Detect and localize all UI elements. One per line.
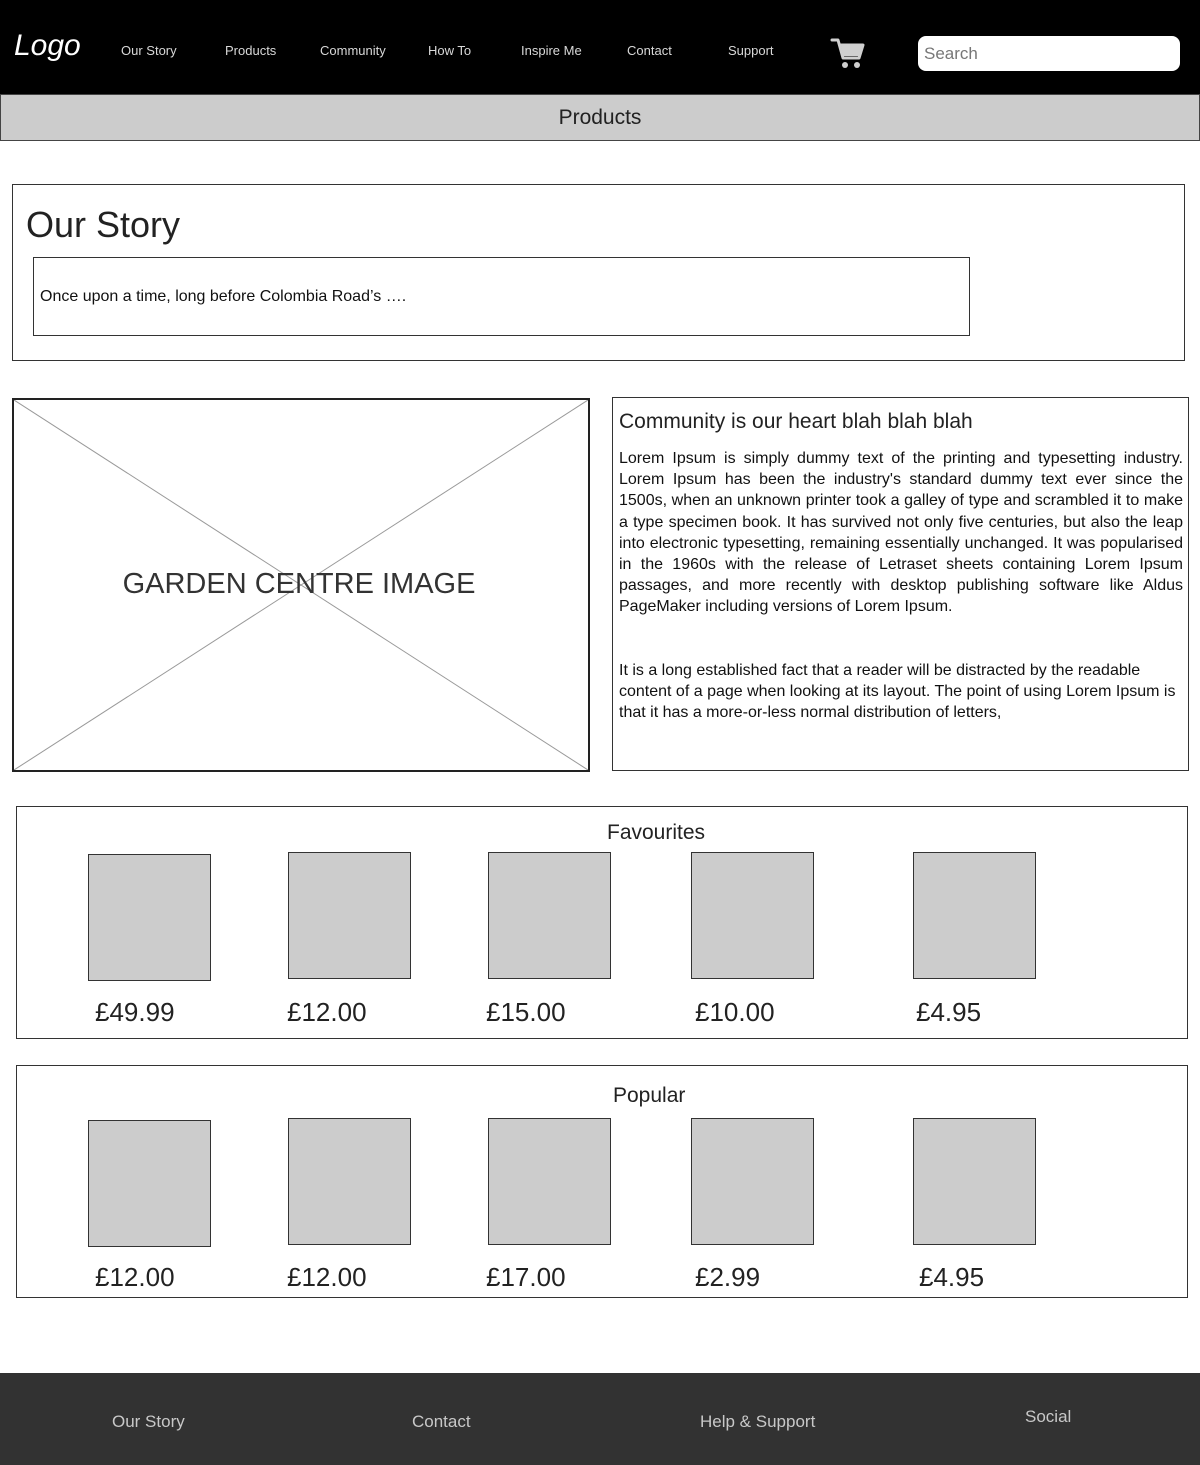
image-placeholder-label: GARDEN CENTRE IMAGE <box>122 568 476 600</box>
product-tile[interactable] <box>288 852 411 979</box>
search-input[interactable] <box>918 36 1180 71</box>
community-paragraph-2: It is a long established fact that a reader will be distracted by the readable content of a page when looking at its layout. The point of using Lorem Ipsum is that it has a more-or-less normal distribution of letters, <box>619 662 1176 722</box>
product-price: £12.00 <box>95 1262 175 1292</box>
product-tile[interactable] <box>488 1118 611 1245</box>
product-price: £15.00 <box>486 997 566 1027</box>
product-price: £12.00 <box>287 1262 367 1292</box>
products-bar[interactable]: Products <box>0 94 1200 141</box>
footer-link-social[interactable]: Social <box>1025 1407 1072 1426</box>
nav-products[interactable]: Products <box>225 43 277 58</box>
favourites-title: Favourites <box>607 821 706 844</box>
product-price: £17.00 <box>486 1262 566 1292</box>
nav-support[interactable]: Support <box>728 43 774 58</box>
our-story-text-box <box>33 257 970 336</box>
our-story-text: Once upon a time, long before Colombia Road’s …. <box>40 288 407 305</box>
product-tile[interactable] <box>288 1118 411 1245</box>
our-story-section <box>12 184 1185 361</box>
footer <box>0 1373 1200 1465</box>
popular-section <box>16 1065 1188 1298</box>
nav-our-story[interactable]: Our Story <box>121 43 177 58</box>
product-tile[interactable] <box>88 1120 211 1247</box>
footer-link-contact[interactable]: Contact <box>412 1412 471 1431</box>
our-story-title: Our Story <box>26 204 181 245</box>
product-price: £10.00 <box>695 997 775 1027</box>
product-tile[interactable] <box>913 1118 1036 1245</box>
community-title: Community is our heart blah blah blah <box>619 410 973 433</box>
product-tile[interactable] <box>88 854 211 981</box>
product-tile[interactable] <box>691 852 814 979</box>
product-price: £49.99 <box>95 997 175 1027</box>
product-tile[interactable] <box>488 852 611 979</box>
product-tile[interactable] <box>691 1118 814 1245</box>
community-paragraph-1: Lorem Ipsum is simply dummy text of the printing and typesetting industry. Lorem Ipsum has been the industry's standard dummy text ever since the 1500s, when an unknown printer took a galley of type and scrambled it to make a type specimen book. It has survived not only five centuries, but also the leap into electronic typesetting, remaining essentially unchanged. It was popularised in the 1960s with the release of Letraset sheets containing Lorem Ipsum passages, and more recently with desktop publishing software like Aldus PageMaker including versions of Lorem Ipsum. <box>619 450 1183 616</box>
shopping-cart-icon[interactable] <box>830 36 866 70</box>
popular-title: Popular <box>613 1084 686 1107</box>
nav-contact[interactable]: Contact <box>627 43 672 58</box>
footer-link-help-support[interactable]: Help & Support <box>700 1412 816 1431</box>
product-price: £12.00 <box>287 997 367 1027</box>
top-navigation-bar <box>0 0 1200 94</box>
product-price: £4.95 <box>919 1262 985 1292</box>
garden-centre-image-placeholder <box>12 398 590 772</box>
favourites-section <box>16 806 1188 1039</box>
nav-inspire-me[interactable]: Inspire Me <box>521 43 582 58</box>
logo[interactable]: Logo <box>14 29 81 62</box>
community-section <box>612 397 1189 771</box>
product-tile[interactable] <box>913 852 1036 979</box>
footer-link-our-story[interactable]: Our Story <box>112 1412 185 1431</box>
product-price: £2.99 <box>695 1262 761 1292</box>
nav-community[interactable]: Community <box>320 43 386 58</box>
product-price: £4.95 <box>916 997 982 1027</box>
nav-how-to[interactable]: How To <box>428 43 472 58</box>
